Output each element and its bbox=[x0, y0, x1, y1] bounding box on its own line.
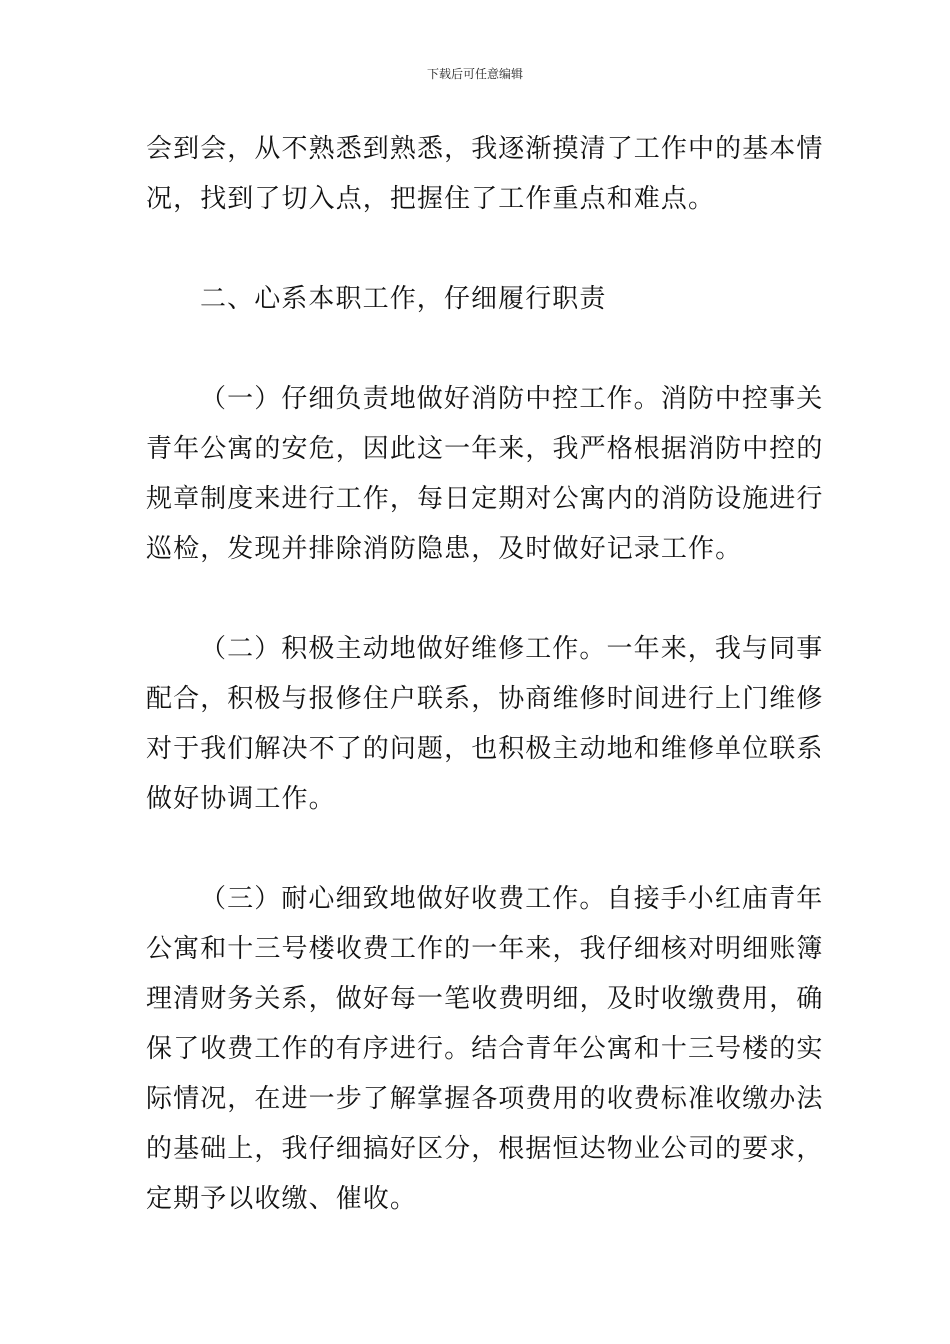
text-line: 对于我们解决不了的问题，也积极主动地和维修单位联系 bbox=[146, 734, 824, 764]
text-line: 况，找到了切入点，把握住了工作重点和难点。 bbox=[146, 184, 716, 214]
text-line: 巡检，发现并排除消防隐患，及时做好记录工作。 bbox=[146, 534, 743, 564]
text-line: 会到会，从不熟悉到熟悉，我逐渐摸清了工作中的基本情 bbox=[146, 134, 824, 164]
text-line: 定期予以收缴、催收。 bbox=[146, 1184, 418, 1214]
text-line: 青年公寓的安危，因此这一年来，我严格根据消防中控的 bbox=[146, 434, 824, 464]
paragraph-fire-control bbox=[146, 374, 824, 574]
text-line: 配合，积极与报修住户联系，协商维修时间进行上门维修 bbox=[146, 684, 824, 714]
document-body bbox=[146, 124, 824, 1224]
heading-line: 二、心系本职工作，仔细履行职责 bbox=[200, 284, 607, 314]
paragraph-maintenance bbox=[146, 624, 824, 824]
text-line: 的基础上，我仔细搞好区分，根据恒达物业公司的要求， bbox=[146, 1134, 824, 1164]
text-line: 做好协调工作。 bbox=[146, 784, 336, 814]
text-line: （三）耐心细致地做好收费工作。自接手小红庙青年 bbox=[200, 884, 824, 914]
text-line: （二）积极主动地做好维修工作。一年来，我与同事 bbox=[200, 634, 824, 664]
text-line: 规章制度来进行工作，每日定期对公寓内的消防设施进行 bbox=[146, 484, 824, 514]
text-line: （一）仔细负责地做好消防中控工作。消防中控事关 bbox=[200, 384, 824, 414]
section-heading bbox=[146, 274, 806, 324]
paragraph-continuation bbox=[146, 124, 824, 224]
text-line: 保了收费工作的有序进行。结合青年公寓和十三号楼的实 bbox=[146, 1034, 824, 1064]
paragraph-fee-collection bbox=[146, 874, 824, 1224]
text-line: 公寓和十三号楼收费工作的一年来，我仔细核对明细账簿 bbox=[146, 934, 824, 964]
text-line: 理清财务关系，做好每一笔收费明细，及时收缴费用，确 bbox=[146, 984, 824, 1014]
page-header: 下载后可任意编辑 bbox=[426, 67, 523, 81]
text-line: 际情况，在进一步了解掌握各项费用的收费标准收缴办法 bbox=[146, 1084, 824, 1114]
